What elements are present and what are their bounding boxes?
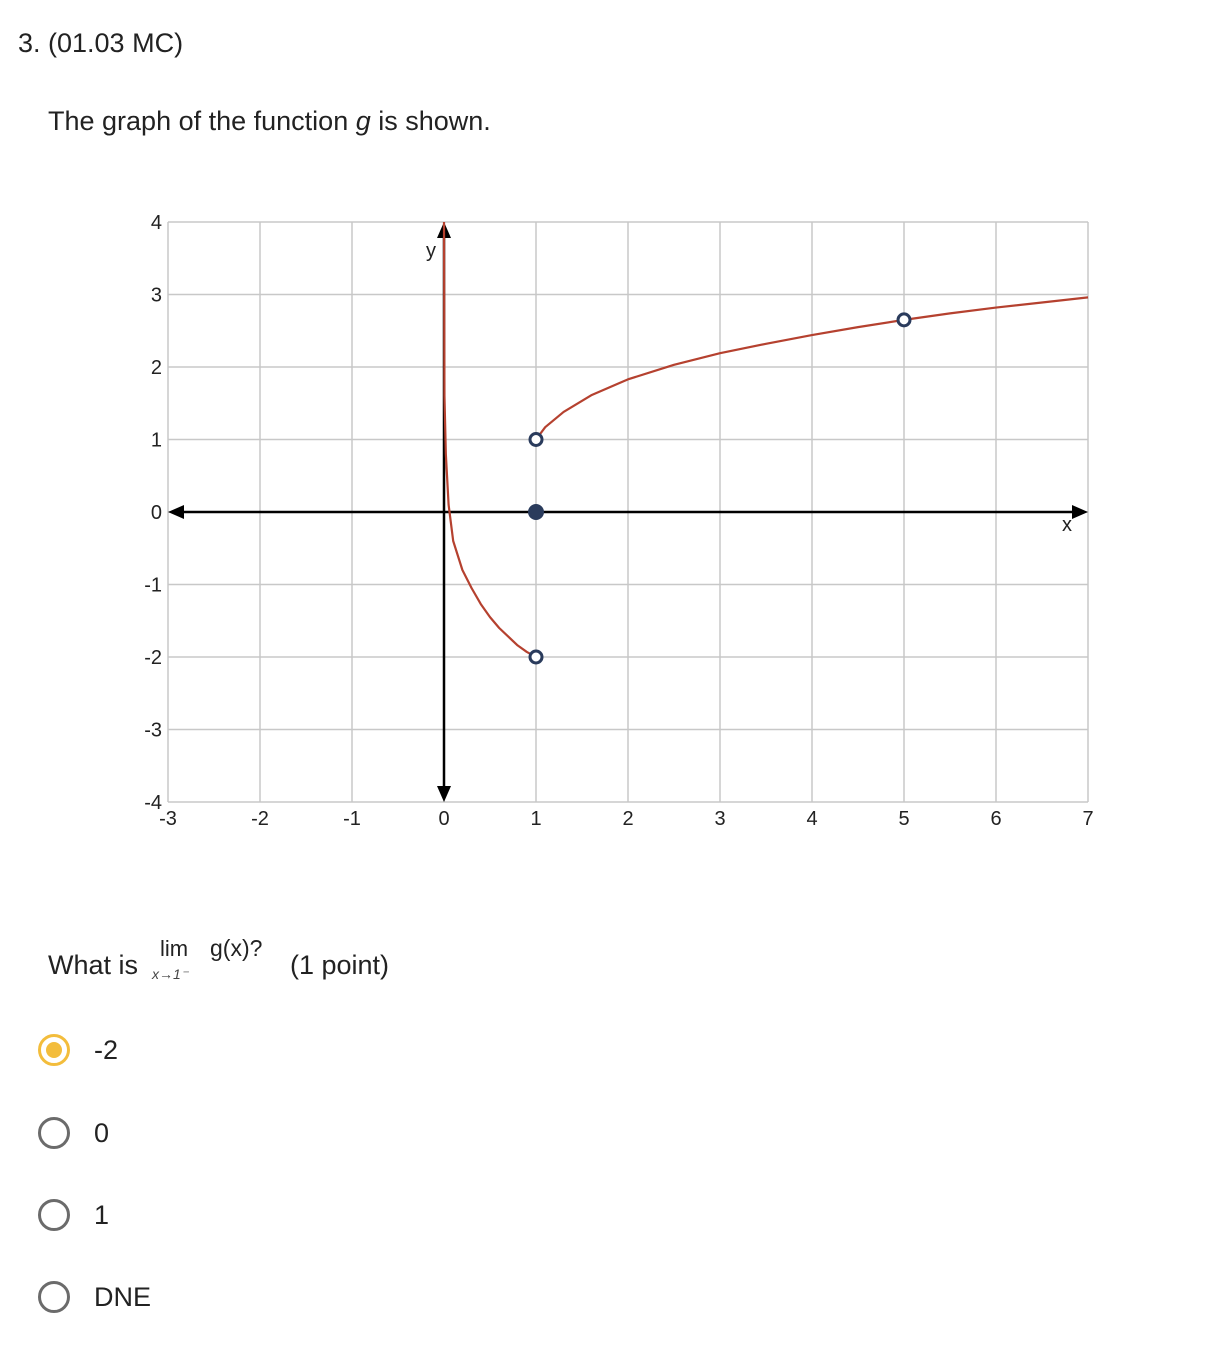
y-axis-down-arrow: [437, 786, 451, 802]
prompt-text-after: is shown.: [370, 106, 491, 136]
y-tick-label: 3: [150, 284, 162, 307]
open-point: [530, 434, 542, 446]
x-tick-label: 6: [990, 808, 1002, 830]
y-tick-label: 1: [150, 429, 162, 452]
answer-option[interactable]: [38, 1193, 109, 1237]
answer-option[interactable]: [38, 1275, 151, 1319]
x-tick-label: -2: [251, 808, 269, 830]
x-tick-label: 2: [622, 808, 634, 830]
limit-word: lim: [160, 936, 189, 961]
x-tick-label: 3: [714, 808, 726, 830]
x-tick-label: -1: [343, 808, 361, 830]
x-axis-label: x: [1062, 514, 1072, 536]
answer-option[interactable]: [38, 1028, 118, 1072]
option-label: DNE: [94, 1281, 152, 1312]
y-tick-label: 2: [150, 357, 162, 379]
y-axis-label: y: [426, 240, 436, 262]
open-point: [898, 314, 910, 326]
x-tick-label: 5: [898, 808, 910, 830]
y-tick-label: -1: [144, 574, 162, 597]
limit-expression: [152, 935, 310, 996]
closed-point: [528, 504, 544, 520]
y-tick-label: -3: [144, 719, 162, 742]
x-axis-right-arrow: [1072, 505, 1088, 519]
option-label: 0: [94, 1117, 110, 1148]
x-tick-label: 7: [1082, 808, 1094, 830]
point-value: (1 point): [290, 950, 390, 980]
limit-subscript: x→1⁻: [152, 966, 189, 982]
radio-button-selected[interactable]: [38, 1034, 70, 1066]
x-tick-label: 0: [438, 808, 450, 830]
prompt-text-before: The graph of the function: [48, 106, 356, 136]
x-axis-left-arrow: [168, 505, 184, 519]
limit-function: g(x)?: [210, 935, 263, 961]
radio-button[interactable]: [38, 1117, 70, 1149]
x-tick-label: 4: [806, 808, 818, 830]
radio-button[interactable]: [38, 1199, 70, 1231]
radio-button[interactable]: [38, 1281, 70, 1313]
y-tick-label: -2: [144, 647, 162, 669]
y-tick-label: 0: [150, 502, 162, 524]
function-name: g: [355, 106, 371, 136]
option-label: 1: [94, 1199, 110, 1230]
x-tick-label: 1: [530, 808, 542, 830]
x-tick-label: -3: [159, 808, 177, 830]
answer-option[interactable]: [38, 1111, 109, 1155]
ask-text: What is: [48, 950, 139, 980]
y-tick-label: -4: [144, 792, 162, 814]
y-tick-label: 4: [150, 212, 162, 234]
question-number: 3. (01.03 MC): [18, 28, 184, 58]
option-label: -2: [94, 1034, 119, 1065]
open-point: [530, 651, 542, 663]
